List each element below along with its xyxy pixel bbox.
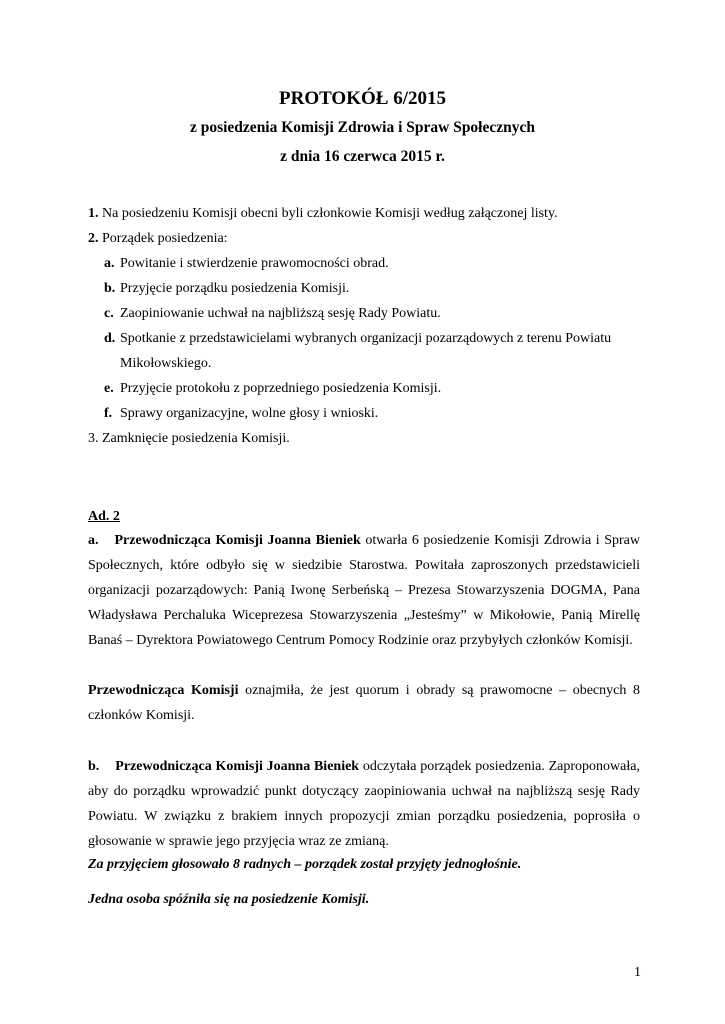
paragraph-letter: b. — [88, 759, 100, 774]
quorum-paragraph — [88, 678, 640, 728]
agenda-subitem-b — [88, 276, 648, 301]
subitem-letter: a. — [104, 256, 115, 271]
agenda-item-2 — [88, 226, 648, 251]
subitem-letter: b. — [104, 281, 116, 296]
agenda-item-1 — [88, 201, 648, 226]
subitem-text: Sprawy organizacyjne, wolne głosy i wnioski. — [120, 406, 379, 421]
paragraph-b — [88, 754, 640, 854]
agenda-item-number: 1. — [88, 206, 99, 221]
agenda-item-3 — [88, 426, 648, 451]
paragraph-letter: a. — [88, 533, 99, 548]
document-title: PROTOKÓŁ 6/2015 — [279, 88, 446, 109]
chairperson-name: Przewodnicząca Komisji Joanna Bieniek — [114, 533, 361, 548]
agenda-subitem-f — [88, 401, 648, 426]
paragraph-text: otwarła 6 posiedzenie Komisji Zdrowia i Spraw Społecznych, które odbyło się w siedzibie Starostwa. Powitała zaproszonych przedstawicieli organizacji pozarządowych: Panią Iwonę Serbeńską – Prezesa Stowarzyszenia DOGMA, Pana Władysława Perchaluka Wiceprezesa Stowarzyszenia „Jesteśmy” w Mikołowie, Panią Mirellę Banaś – Dyrektora Powiatowego Centrum Pomocy Rodzinie oraz przybyłych członków Komisji. — [88, 533, 640, 648]
vote-result: Za przyjęciem głosowało 8 radnych – porządek został przyjęty jednogłośnie. — [88, 857, 522, 872]
late-note: Jedna osoba spóźniła się na posiedzenie Komisji. — [88, 892, 370, 907]
subitem-letter: f. — [104, 406, 113, 421]
subitem-text: Zaopiniowanie uchwał na najbliższą sesję Rady Powiatu. — [120, 306, 441, 321]
agenda-item-text: Porządek posiedzenia: — [102, 231, 228, 246]
paragraph-text: odczytała porządek posiedzenia. Zaproponowała, aby do porządku wprowadzić punkt dotyczący zaopiniowania uchwał na najbliższą sesję Rady Powiatu. W związku z brakiem innych propozycji zmian porządku posiedzenia, poprosiła o głosowanie w sprawie jego przyjęcia wraz ze zmianą. — [88, 759, 640, 849]
agenda-section — [88, 201, 648, 451]
subitem-text: Przyjęcie protokołu z poprzedniego posiedzenia Komisji. — [120, 381, 442, 396]
agenda-subitem-a — [88, 251, 648, 276]
document-subtitle: z posiedzenia Komisji Zdrowia i Spraw Społecznych — [189, 119, 536, 136]
chairperson-name: Przewodnicząca Komisji Joanna Bieniek — [115, 759, 360, 774]
agenda-subitem-c — [88, 301, 648, 326]
subitem-text: Powitanie i stwierdzenie prawomocności obrad. — [120, 256, 389, 271]
agenda-subitem-e — [88, 376, 648, 401]
subitem-letter: d. — [104, 331, 116, 346]
agenda-item-text: Na posiedzeniu Komisji obecni byli członkowie Komisji według załączonej listy. — [102, 206, 558, 221]
page-number: 1 — [634, 965, 641, 980]
paragraph-a — [88, 528, 640, 653]
subitem-letter: c. — [104, 306, 114, 321]
agenda-item-number: 2. — [88, 231, 99, 246]
chairperson-title: Przewodnicząca Komisji — [88, 683, 239, 698]
paragraph-text: oznajmiła, że jest quorum i obrady są prawomocne – obecnych 8 członków Komisji. — [88, 683, 640, 723]
subitem-text: Spotkanie z przedstawicielami wybranych organizacji pozarządowych z terenu Powiatu Mikołowskiego. — [120, 331, 612, 371]
subitem-letter: e. — [104, 381, 114, 396]
document-date: z dnia 16 czerwca 2015 r. — [280, 148, 445, 165]
agenda-subitem-d — [88, 326, 648, 376]
agenda-item-text: 3. Zamknięcie posiedzenia Komisji. — [88, 431, 290, 446]
subitem-text: Przyjęcie porządku posiedzenia Komisji. — [120, 281, 350, 296]
section-heading: Ad. 2 — [88, 509, 120, 524]
